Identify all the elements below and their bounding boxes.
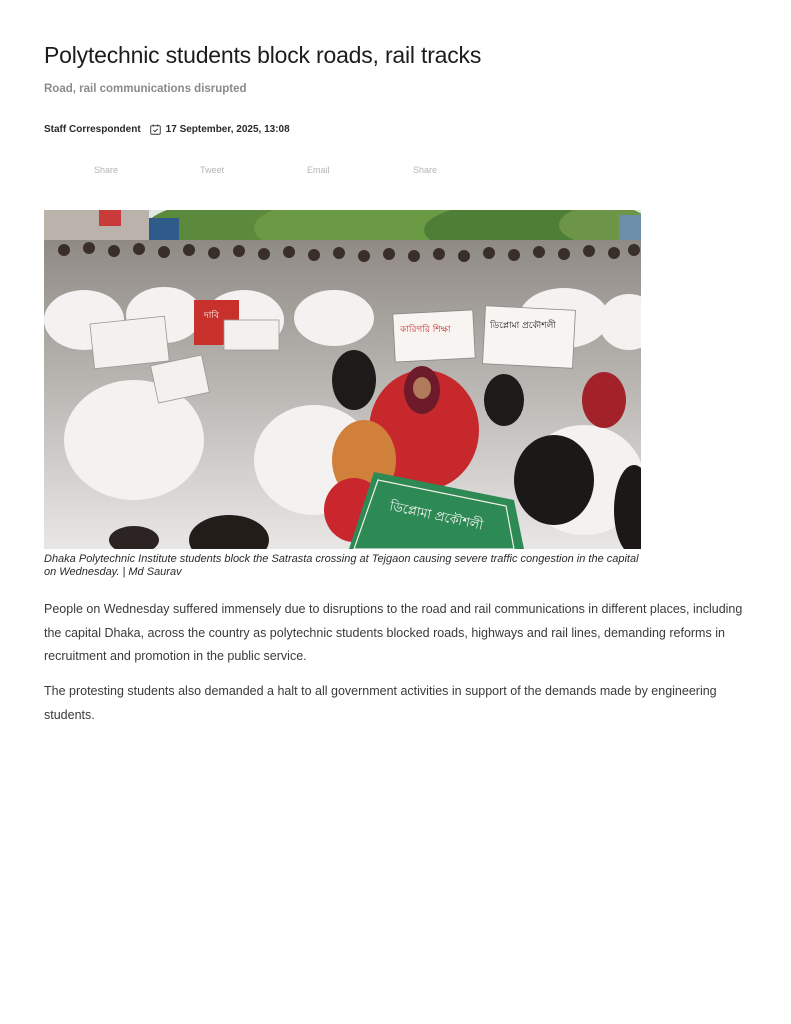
banner-text: ডিপ্লোমা প্রকৌশলী <box>388 499 485 534</box>
protest-photo-illustration <box>44 210 641 549</box>
calendar-icon <box>150 124 161 135</box>
placard-left-text: দাবি <box>204 311 219 321</box>
article-photo <box>44 210 641 549</box>
publish-date: 17 September, 2025, 13:08 <box>165 124 290 135</box>
twitter-share-button[interactable]: Tweet <box>200 165 225 175</box>
body-paragraph: People on Wednesday suffered immensely due to disruptions to the road and rail communications in different places, including the capital Dhaka, across the country as polytechnic students blocked roads, highways and rail lines, demanding reforms in recruitment and promotion in the public service. <box>44 602 743 663</box>
facebook-share-button[interactable]: Share <box>94 165 119 175</box>
share-bar <box>44 165 484 179</box>
body-paragraph: The protesting students also demanded a halt to all government activities in support of the demands made by engineering students. <box>44 684 717 722</box>
photo-caption: Dhaka Polytechnic Institute students block the Satrasta crossing at Tejgaon causing severe traffic congestion in the capital on Wednesday. | Md Saurav <box>44 553 639 578</box>
placard-right-text: ডিপ্লোমা প্রকৌশলী <box>490 321 556 331</box>
article-headline: Polytechnic students block roads, rail tracks <box>44 42 482 68</box>
placard-center-text: কারিগরি শিক্ষা <box>400 325 451 335</box>
email-share-button[interactable]: Email <box>307 165 330 175</box>
author-name[interactable]: Staff Correspondent <box>44 124 141 135</box>
byline <box>44 124 290 135</box>
article-subheadline: Road, rail communications disrupted <box>44 83 247 95</box>
share-button[interactable]: Share <box>413 165 438 175</box>
